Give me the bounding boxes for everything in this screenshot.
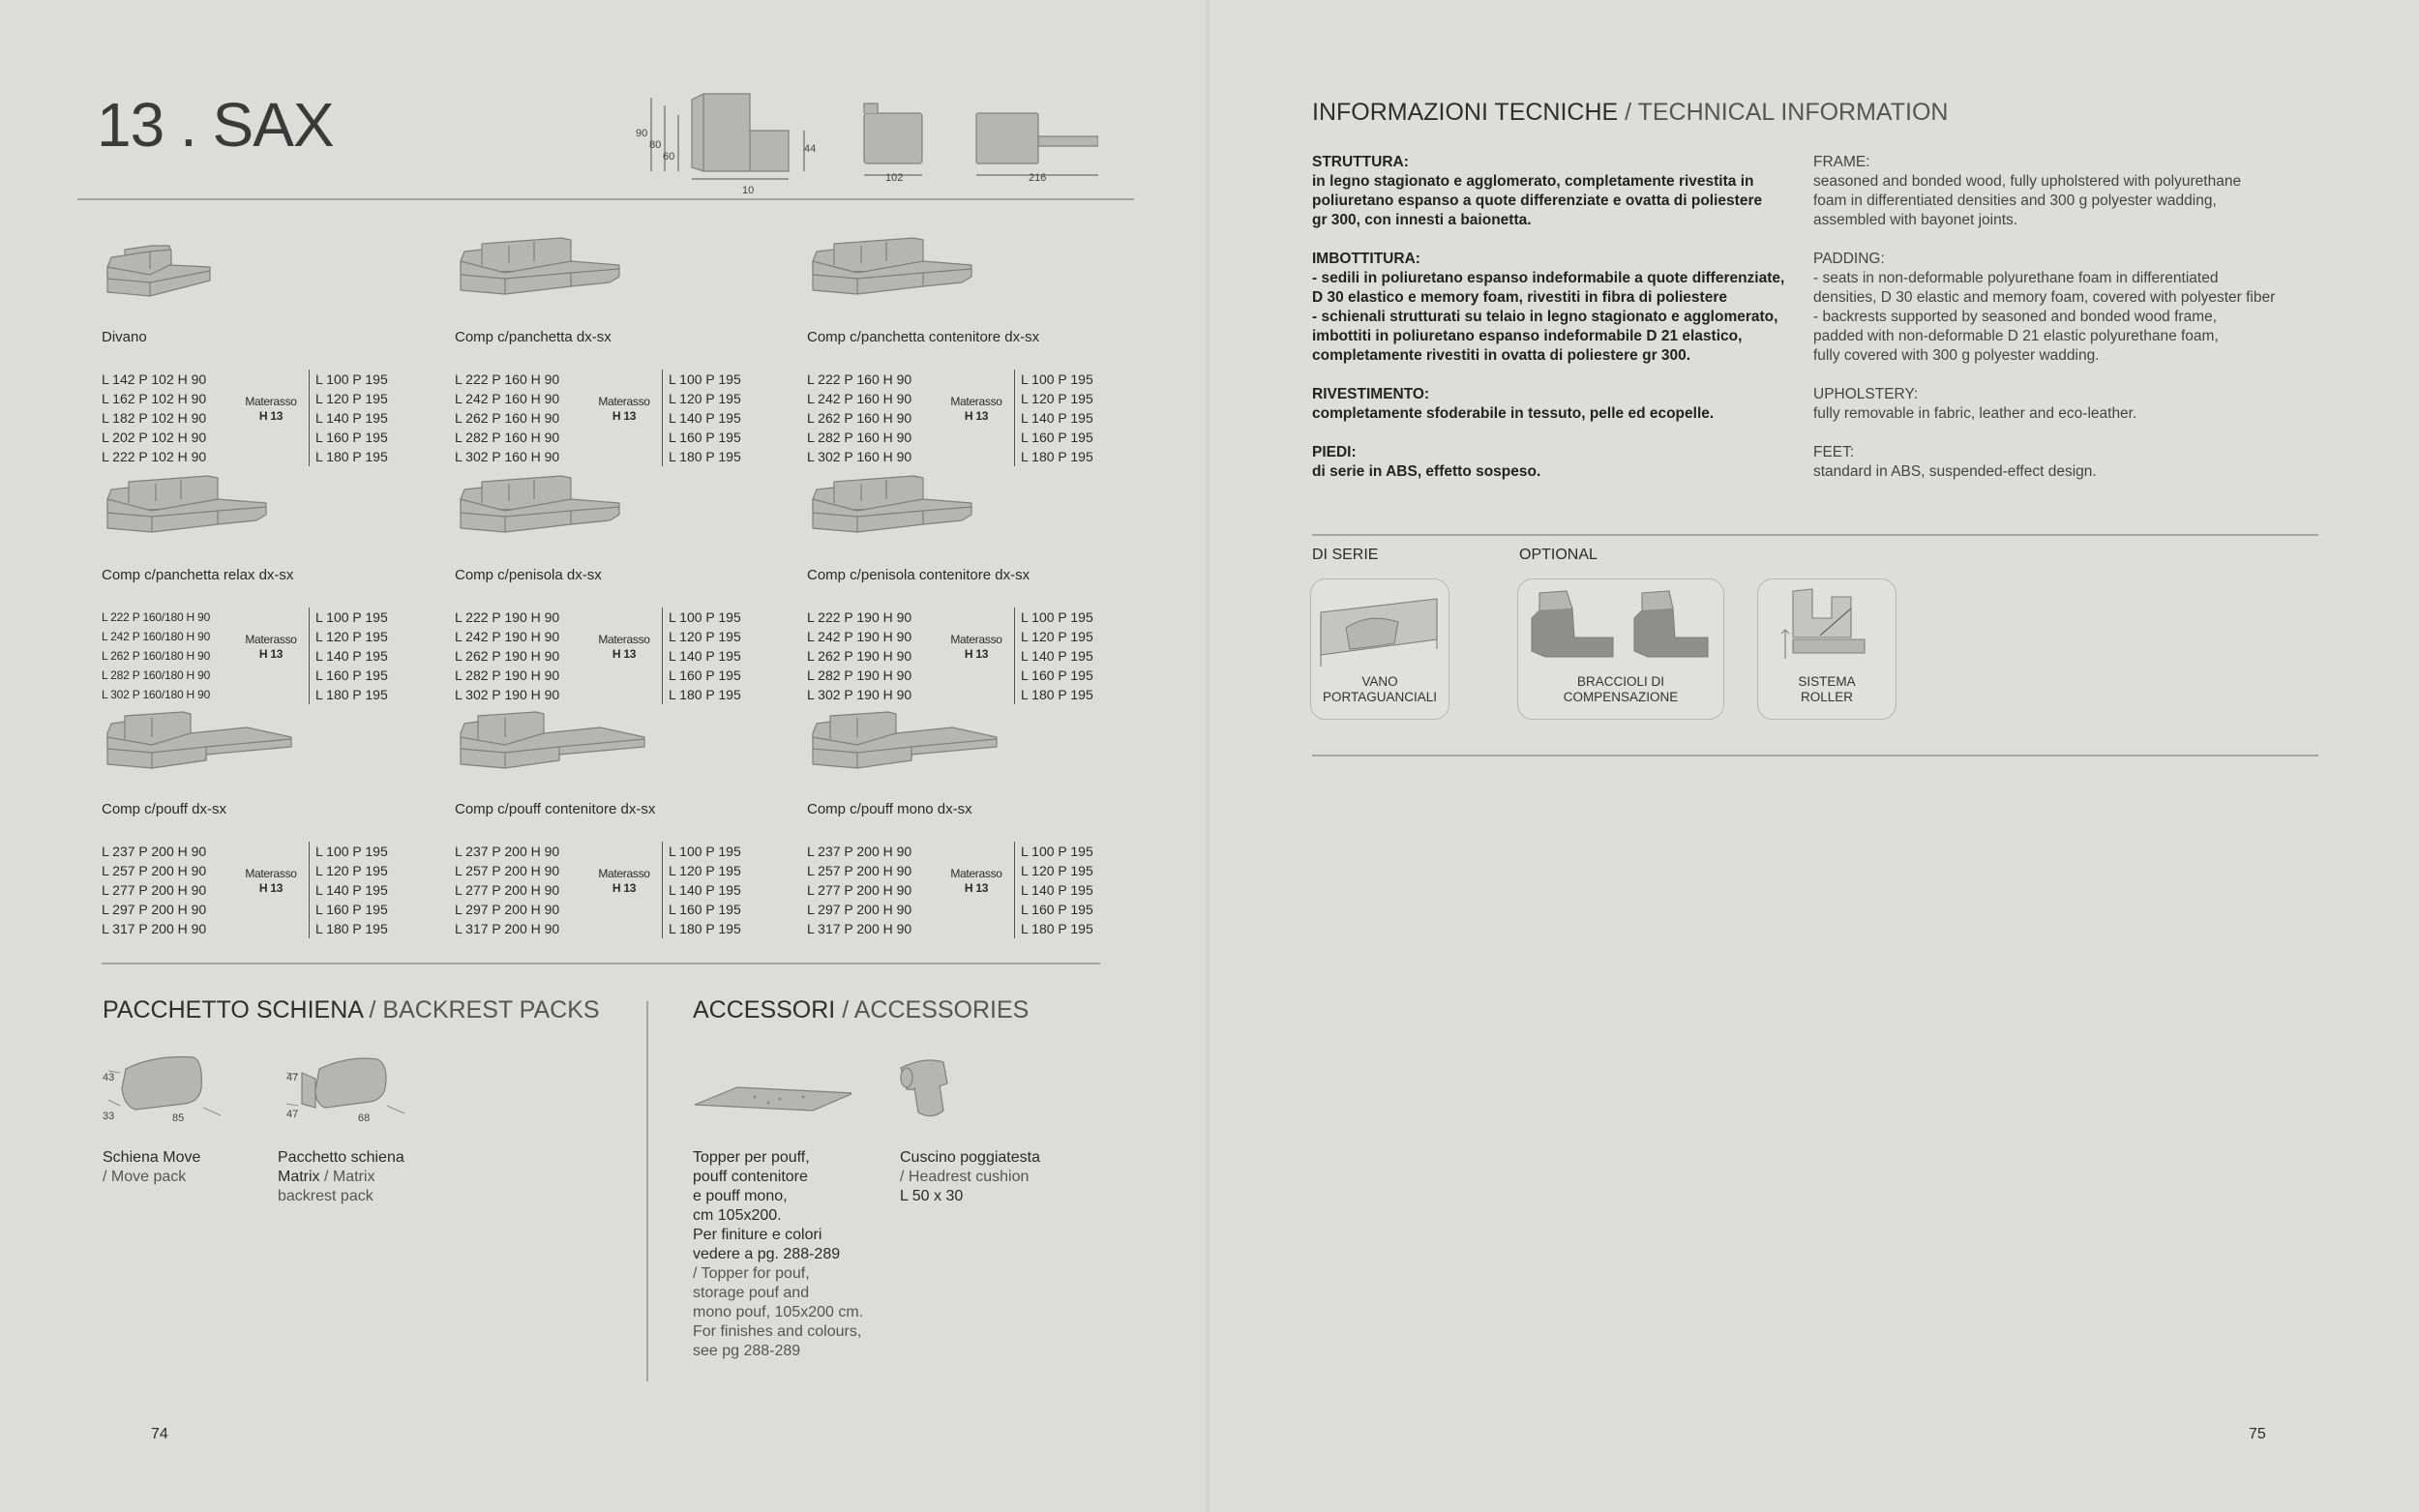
size-row: L 277 P 200 H 90: [455, 882, 560, 898]
model-sizes: [807, 370, 939, 466]
size-row: L 257 P 200 H 90: [455, 863, 560, 878]
tech-line: - backrests supported by seasoned and bonded wood frame,: [1813, 309, 2218, 325]
tech-line: di serie in ABS, effetto sospeso.: [1312, 463, 1541, 480]
sofa-icon: [102, 236, 218, 304]
mattress-size-row: L 120 P 195: [1021, 391, 1093, 406]
technical-english-column: [1813, 153, 2316, 501]
mattress-label: [233, 842, 309, 938]
topper-en-line: see pg 288-289: [693, 1343, 801, 1359]
roller-label-line: ROLLER: [1800, 690, 1854, 704]
topper-en-line: mono pouf, 105x200 cm.: [693, 1304, 864, 1320]
tech-line: completamente rivestiti in ovatta di poliestere gr 300.: [1312, 347, 1691, 364]
mattress-sizes: [662, 608, 741, 704]
mattress-size-row: L 180 P 195: [669, 687, 741, 702]
model-illustration: [102, 474, 450, 551]
technical-title-en: / TECHNICAL INFORMATION: [1625, 99, 1949, 126]
size-row: L 317 P 200 H 90: [807, 921, 912, 936]
matrix-pack-it-2: Matrix: [278, 1169, 320, 1185]
tech-block: [1312, 153, 1786, 230]
tech-line: completamente sfoderabile in tessuto, pelle ed ecopelle.: [1312, 405, 1715, 422]
mattress-label-text: Materasso: [950, 633, 1002, 646]
mattress-size-row: L 120 P 195: [315, 863, 388, 878]
mattress-label-text: Materasso: [245, 633, 297, 646]
mattress-height: H 13: [964, 409, 989, 423]
size-row: L 257 P 200 H 90: [102, 863, 207, 878]
size-row: L 317 P 200 H 90: [102, 921, 207, 936]
section-separator: [646, 1001, 648, 1381]
mattress-size-row: L 140 P 195: [669, 410, 741, 426]
backrest-illustrations: [97, 1050, 426, 1137]
model-item: [455, 236, 803, 466]
accessories-heading: [693, 996, 1029, 1024]
size-row: L 277 P 200 H 90: [102, 882, 207, 898]
standard-label: DI SERIE: [1312, 547, 1379, 563]
page-number-right: 75: [2249, 1426, 2266, 1442]
topper-it-line: Topper per pouff,: [693, 1149, 810, 1166]
accessories-title-it: ACCESSORI: [693, 996, 836, 1023]
move-dim-1: 43: [103, 1072, 115, 1083]
mattress-size-row: L 140 P 195: [315, 882, 388, 898]
matrix-dim-3: 68: [358, 1112, 371, 1124]
tech-label: PIEDI:: [1312, 444, 1357, 460]
model-sizes: [807, 842, 939, 938]
mattress-size-row: L 180 P 195: [315, 449, 388, 464]
mattress-size-row: L 160 P 195: [1021, 430, 1093, 445]
size-row: L 262 P 190 H 90: [807, 648, 912, 664]
model-sizes: [102, 608, 233, 704]
braccioli-label-line: COMPENSAZIONE: [1563, 690, 1679, 704]
size-row: L 297 P 200 H 90: [807, 902, 912, 917]
mattress-sizes: [1014, 370, 1093, 466]
mattress-size-row: L 160 P 195: [315, 902, 388, 917]
mattress-label: [586, 608, 662, 704]
accessories-title-en: / ACCESSORIES: [842, 996, 1030, 1023]
headrest-size: L 50 x 30: [900, 1188, 964, 1204]
backrest-heading: [103, 996, 600, 1024]
feature-roller: [1757, 578, 1896, 720]
dim-seat: 44: [804, 143, 817, 155]
mattress-label-text: Materasso: [598, 395, 650, 408]
model-illustration: [455, 708, 803, 786]
mattress-size-row: L 140 P 195: [1021, 648, 1093, 664]
model-illustration: [102, 708, 450, 786]
topper-en-line: storage pouf and: [693, 1285, 810, 1301]
mattress-size-row: L 160 P 195: [1021, 902, 1093, 917]
mattress-size-row: L 140 P 195: [315, 410, 388, 426]
mattress-size-row: L 100 P 195: [669, 609, 741, 625]
model-illustration: [455, 236, 803, 313]
mattress-label: [939, 370, 1014, 466]
mattress-height: H 13: [258, 409, 284, 423]
models-divider: [102, 963, 1100, 964]
tech-label: STRUTTURA:: [1312, 154, 1409, 170]
dim-h60: 60: [663, 151, 675, 163]
page-number-left: 74: [151, 1426, 168, 1442]
mattress-size-row: L 140 P 195: [1021, 410, 1093, 426]
model-name: Comp c/pouff mono dx-sx: [807, 801, 972, 817]
mattress-size-row: L 160 P 195: [315, 667, 388, 683]
matrix-dim-1: 47: [286, 1072, 299, 1083]
tech-block: [1813, 250, 2316, 366]
mattress-size-row: L 180 P 195: [669, 449, 741, 464]
size-row: L 297 P 200 H 90: [102, 902, 207, 917]
mattress-sizes: [309, 370, 388, 466]
dim-depth: 10: [742, 185, 755, 196]
braccioli-label-line: BRACCIOLI DI: [1576, 674, 1665, 689]
mattress-size-row: L 120 P 195: [315, 629, 388, 644]
size-row: L 142 P 102 H 90: [102, 371, 207, 387]
mattress-height: H 13: [964, 881, 989, 895]
features-bottom-divider: [1312, 755, 2318, 756]
size-row: L 242 P 190 H 90: [807, 629, 912, 644]
tech-block: [1813, 385, 2316, 424]
vano-label: [1311, 674, 1448, 705]
size-row: L 162 P 102 H 90: [102, 391, 207, 406]
move-dim-2: 33: [103, 1111, 115, 1122]
tech-line: - seats in non-deformable polyurethane foam in differentiated: [1813, 270, 2219, 286]
feature-vano: [1310, 578, 1449, 720]
mattress-size-row: L 180 P 195: [669, 921, 741, 936]
mattress-size-row: L 140 P 195: [669, 882, 741, 898]
model-name: Comp c/penisola dx-sx: [455, 567, 602, 583]
mattress-sizes: [1014, 842, 1093, 938]
topper-it-line: e pouff mono,: [693, 1188, 788, 1204]
backrest-title-en: / BACKREST PACKS: [369, 996, 600, 1023]
model-illustration: [807, 474, 1155, 551]
size-row: L 282 P 160 H 90: [807, 430, 912, 445]
tech-label: FEET:: [1813, 444, 1855, 460]
mattress-height: H 13: [964, 647, 989, 661]
size-row: L 222 P 160 H 90: [807, 371, 912, 387]
sofa-icon: [455, 708, 648, 776]
size-row: L 222 P 190 H 90: [807, 609, 912, 625]
size-row: L 302 P 190 H 90: [807, 687, 912, 702]
tech-block: [1312, 443, 1786, 482]
headrest-it: Cuscino poggiatesta: [900, 1149, 1040, 1166]
mattress-label-text: Materasso: [598, 867, 650, 880]
tech-label: RIVESTIMENTO:: [1312, 386, 1430, 402]
size-row: L 242 P 160 H 90: [455, 391, 560, 406]
mattress-height: H 13: [612, 881, 637, 895]
sofa-icon: [455, 474, 629, 542]
model-dimensions: [102, 608, 450, 704]
mattress-size-row: L 120 P 195: [1021, 863, 1093, 878]
tech-block: [1813, 443, 2316, 482]
size-row: L 222 P 160/180 H 90: [102, 610, 211, 624]
mattress-size-row: L 140 P 195: [669, 648, 741, 664]
model-item: [455, 708, 803, 938]
tech-label: IMBOTTITURA:: [1312, 251, 1420, 267]
size-row: L 257 P 200 H 90: [807, 863, 912, 878]
mattress-sizes: [309, 608, 388, 704]
model-illustration: [455, 474, 803, 551]
mattress-sizes: [309, 842, 388, 938]
tech-line: D 30 elastico e memory foam, rivestiti in fibra di poliestere: [1312, 289, 1727, 306]
topper-icon: [687, 1054, 851, 1112]
page-gutter: [1206, 0, 1210, 1512]
mattress-size-row: L 100 P 195: [315, 609, 388, 625]
size-row: L 277 P 200 H 90: [807, 882, 912, 898]
topper-it-line: pouff contenitore: [693, 1169, 808, 1185]
size-row: L 317 P 200 H 90: [455, 921, 560, 936]
mattress-size-row: L 160 P 195: [669, 667, 741, 683]
roller-label-line: SISTEMA: [1798, 674, 1856, 689]
matrix-pack-caption: [278, 1148, 404, 1206]
size-row: L 262 P 160/180 H 90: [102, 649, 211, 663]
mattress-label: [586, 842, 662, 938]
tech-label: FRAME:: [1813, 154, 1870, 170]
mattress-size-row: L 160 P 195: [669, 430, 741, 445]
roller-system-icon: [1758, 579, 1896, 672]
size-row: L 222 P 190 H 90: [455, 609, 560, 625]
size-row: L 262 P 160 H 90: [807, 410, 912, 426]
move-pack-it: Schiena Move: [103, 1149, 201, 1166]
mattress-label: [233, 370, 309, 466]
model-illustration: [102, 236, 450, 313]
tech-line: densities, D 30 elastic and memory foam, covered with polyester fiber: [1813, 289, 2276, 306]
size-row: L 242 P 160 H 90: [807, 391, 912, 406]
mattress-size-row: L 180 P 195: [315, 921, 388, 936]
tech-line: fully removable in fabric, leather and eco-leather.: [1813, 405, 2137, 422]
mattress-size-row: L 160 P 195: [669, 902, 741, 917]
dim-width-1: 102: [885, 172, 904, 184]
model-sizes: [102, 842, 233, 938]
tech-line: standard in ABS, suspended-effect design.: [1813, 463, 2097, 480]
model-sizes: [455, 842, 586, 938]
mattress-size-row: L 100 P 195: [315, 844, 388, 859]
model-illustration: [807, 708, 1155, 786]
topper-it-line: vedere a pg. 288-289: [693, 1246, 841, 1262]
mattress-size-row: L 100 P 195: [669, 371, 741, 387]
topper-en-line: / Topper for pouf,: [693, 1265, 810, 1282]
sofa-icon: [807, 474, 981, 542]
mattress-height: H 13: [612, 409, 637, 423]
technical-title-it: INFORMAZIONI TECNICHE: [1312, 99, 1619, 126]
size-row: L 282 P 160/180 H 90: [102, 668, 211, 682]
mattress-size-row: L 180 P 195: [1021, 921, 1093, 936]
mattress-height: H 13: [612, 647, 637, 661]
tech-line: seasoned and bonded wood, fully upholstered with polyurethane: [1813, 173, 2242, 190]
tech-label: PADDING:: [1813, 251, 1885, 267]
mattress-height: H 13: [258, 647, 284, 661]
matrix-dim-2: 47: [286, 1109, 299, 1120]
mattress-size-row: L 120 P 195: [315, 391, 388, 406]
size-row: L 222 P 102 H 90: [102, 449, 207, 464]
technical-heading: [1312, 99, 1948, 127]
tech-line: imbottiti in poliuretano espanso indeformabile D 21 elastico,: [1312, 328, 1743, 344]
model-sizes: [455, 370, 586, 466]
tech-block: [1312, 385, 1786, 424]
dim-h90: 90: [636, 128, 648, 139]
dim-width-2: 216: [1029, 172, 1047, 184]
backrest-title-it: PACCHETTO SCHIENA: [103, 996, 363, 1023]
headrest-cushion-icon: [895, 1054, 972, 1132]
matrix-pack-it-1: Pacchetto schiena: [278, 1149, 404, 1166]
size-row: L 242 P 190 H 90: [455, 629, 560, 644]
mattress-label: [586, 370, 662, 466]
model-dimensions: [102, 370, 450, 466]
topper-en-line: For finishes and colours,: [693, 1323, 862, 1340]
mattress-size-row: L 100 P 195: [315, 371, 388, 387]
model-name: Comp c/pouff dx-sx: [102, 801, 226, 817]
size-row: L 202 P 102 H 90: [102, 430, 207, 445]
mattress-size-row: L 100 P 195: [669, 844, 741, 859]
model-item: [807, 708, 1155, 938]
tech-line: padded with non-deformable D 21 elastic polyurethane foam,: [1813, 328, 2219, 344]
sofa-icon: [807, 708, 1000, 776]
move-pack-en: / Move pack: [103, 1169, 187, 1185]
topper-caption: [693, 1148, 863, 1361]
mattress-label-text: Materasso: [950, 867, 1002, 880]
size-row: L 262 P 190 H 90: [455, 648, 560, 664]
model-name: Comp c/panchetta contenitore dx-sx: [807, 329, 1040, 345]
mattress-sizes: [1014, 608, 1093, 704]
tech-line: gr 300, con innesti a baionetta.: [1312, 212, 1532, 228]
mattress-label: [233, 608, 309, 704]
model-sizes: [807, 608, 939, 704]
sofa-icon: [455, 236, 629, 304]
mattress-size-row: L 100 P 195: [1021, 371, 1093, 387]
technical-italian-column: [1312, 153, 1786, 501]
mattress-sizes: [662, 370, 741, 466]
size-row: L 302 P 190 H 90: [455, 687, 560, 702]
matrix-pack-en-2: backrest pack: [278, 1188, 373, 1204]
model-sizes: [455, 608, 586, 704]
model-dimensions: [455, 608, 803, 704]
mattress-size-row: L 120 P 195: [1021, 629, 1093, 644]
mattress-size-row: L 140 P 195: [315, 648, 388, 664]
headrest-en: / Headrest cushion: [900, 1169, 1030, 1185]
mattress-sizes: [662, 842, 741, 938]
mattress-size-row: L 120 P 195: [669, 863, 741, 878]
model-dimensions: [102, 842, 450, 938]
tech-line: in legno stagionato e agglomerato, completamente rivestita in: [1312, 173, 1754, 190]
tech-line: - schienali strutturati su telaio in legno stagionato e agglomerato,: [1312, 309, 1778, 325]
mattress-size-row: L 120 P 195: [669, 391, 741, 406]
size-row: L 282 P 160 H 90: [455, 430, 560, 445]
tech-line: fully covered with 300 g polyester wadding.: [1813, 347, 2100, 364]
sofa-icon: [807, 236, 981, 304]
tech-block: [1813, 153, 2316, 230]
headrest-caption: [900, 1148, 1040, 1206]
mattress-size-row: L 160 P 195: [315, 430, 388, 445]
size-row: L 182 P 102 H 90: [102, 410, 207, 426]
tech-line: foam in differentiated densities and 300 g polyester wadding,: [1813, 193, 2217, 209]
move-dim-3: 85: [172, 1112, 185, 1124]
size-row: L 302 P 160 H 90: [455, 449, 560, 464]
size-row: L 302 P 160 H 90: [807, 449, 912, 464]
compensation-armrest-icon: [1518, 579, 1723, 672]
size-row: L 302 P 160/180 H 90: [102, 688, 211, 701]
model-item: [102, 708, 450, 938]
size-row: L 242 P 160/180 H 90: [102, 630, 211, 643]
mattress-label-text: Materasso: [598, 633, 650, 646]
topper-en: [693, 1264, 863, 1361]
model-dimensions: [455, 842, 803, 938]
model-dimensions: [455, 370, 803, 466]
mattress-height: H 13: [258, 881, 284, 895]
size-row: L 237 P 200 H 90: [102, 844, 207, 859]
optional-label: OPTIONAL: [1519, 547, 1598, 563]
feature-braccioli: [1517, 578, 1724, 720]
topper-it: [693, 1148, 863, 1264]
features-top-divider: [1312, 534, 2318, 536]
mattress-size-row: L 140 P 195: [1021, 882, 1093, 898]
model-name: Comp c/panchetta relax dx-sx: [102, 567, 294, 583]
tech-line: poliuretano espanso a quote differenziate e ovatta di poliestere: [1312, 193, 1763, 209]
model-item: [807, 474, 1155, 704]
model-name: Comp c/panchetta dx-sx: [455, 329, 612, 345]
tech-line: - sedili in poliuretano espanso indeformabile a quote differenziate,: [1312, 270, 1785, 286]
mattress-size-row: L 180 P 195: [315, 687, 388, 702]
model-item: [102, 236, 450, 466]
vano-label-line: PORTAGUANCIALI: [1322, 690, 1438, 704]
mattress-size-row: L 100 P 195: [1021, 609, 1093, 625]
move-pack-caption: [103, 1148, 200, 1187]
tech-label: UPHOLSTERY:: [1813, 386, 1919, 402]
header-divider: [77, 198, 1134, 200]
mattress-label: [939, 608, 1014, 704]
model-name: Divano: [102, 329, 147, 345]
sofa-icon: [102, 708, 295, 776]
size-row: L 237 P 200 H 90: [807, 844, 912, 859]
mattress-size-row: L 160 P 195: [1021, 667, 1093, 683]
pillow-compartment-icon: [1311, 579, 1448, 672]
size-row: L 237 P 200 H 90: [455, 844, 560, 859]
model-item: [455, 474, 803, 704]
size-row: L 282 P 190 H 90: [455, 667, 560, 683]
size-row: L 297 P 200 H 90: [455, 902, 560, 917]
mattress-label: [939, 842, 1014, 938]
tech-block: [1312, 250, 1786, 366]
size-row: L 282 P 190 H 90: [807, 667, 912, 683]
size-row: L 262 P 160 H 90: [455, 410, 560, 426]
mattress-label-text: Materasso: [245, 867, 297, 880]
page-title: 13 . SAX: [97, 90, 334, 160]
mattress-size-row: L 120 P 195: [669, 629, 741, 644]
dim-h80: 80: [649, 139, 662, 151]
model-item: [807, 236, 1155, 466]
braccioli-label: [1518, 674, 1723, 705]
tech-line: assembled with bayonet joints.: [1813, 212, 2018, 228]
model-illustration: [807, 236, 1155, 313]
model-dimensions: [807, 608, 1155, 704]
mattress-size-row: L 180 P 195: [1021, 687, 1093, 702]
sofa-icon: [102, 474, 276, 542]
mattress-size-row: L 100 P 195: [1021, 844, 1093, 859]
vano-label-line: VANO: [1361, 674, 1398, 689]
matrix-pack-en-1: / Matrix: [319, 1169, 375, 1185]
model-sizes: [102, 370, 233, 466]
model-dimensions: [807, 842, 1155, 938]
model-dimensions: [807, 370, 1155, 466]
model-name: Comp c/pouff contenitore dx-sx: [455, 801, 656, 817]
dimension-diagrams: [634, 82, 1098, 198]
model-name: Comp c/penisola contenitore dx-sx: [807, 567, 1030, 583]
mattress-size-row: L 180 P 195: [1021, 449, 1093, 464]
topper-it-line: Per finiture e colori: [693, 1227, 822, 1243]
mattress-label-text: Materasso: [950, 395, 1002, 408]
size-row: L 222 P 160 H 90: [455, 371, 560, 387]
model-item: [102, 474, 450, 704]
topper-it-line: cm 105x200.: [693, 1207, 782, 1224]
roller-label: [1758, 674, 1896, 705]
mattress-label-text: Materasso: [245, 395, 297, 408]
